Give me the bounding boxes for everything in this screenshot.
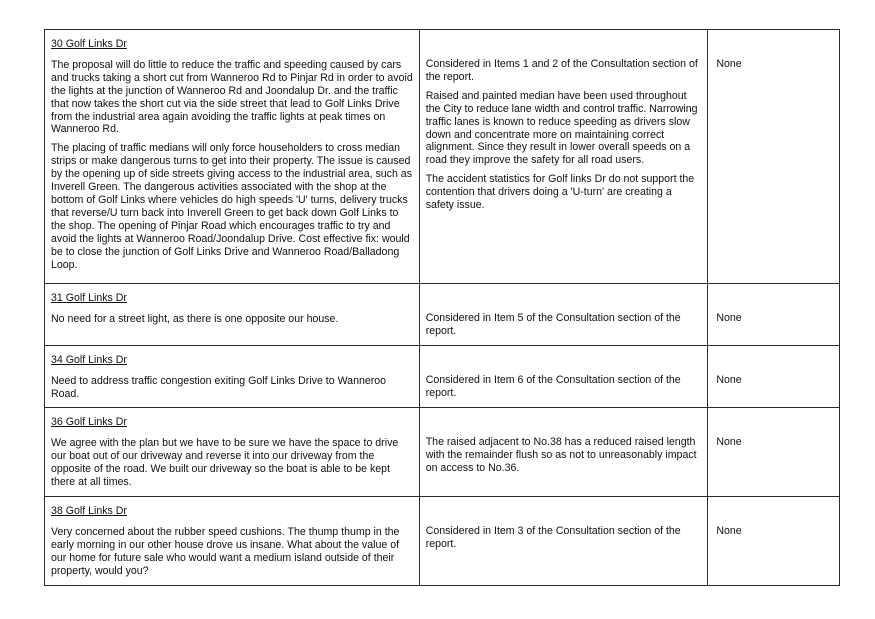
recommendation-text: None — [716, 58, 742, 70]
submitter-address: 30 Golf Links Dr — [51, 38, 127, 50]
table-row — [45, 30, 840, 284]
response-paragraph: The accident statistics for Golf links Dr do not support the contention that drivers doing a 'U-turn' are creating a safety issue. — [425, 173, 695, 212]
recommendation-text: None — [716, 312, 742, 324]
response-cell — [419, 30, 708, 284]
submissions-table — [44, 29, 840, 586]
submitter-address: 36 Golf Links Dr — [51, 416, 127, 428]
submission-paragraph: The proposal will do little to reduce the traffic and speeding caused by cars and trucks taking a short cut from Wanneroo Rd to Pinjar Rd in order to avoid the lights at the junction of Wanneroo Rd and Joondalup Dr. and the traffic that now takes the short cut via the side street that lead to Golf Links Drive from the industrial area again avoiding the traffic lights at peak times on Wanneroo Rd. — [51, 58, 413, 136]
response-paragraph: Raised and painted median have been used throughout the City to reduce lane width and control traffic. Narrowing traffic lanes is known to reduce speeding as drivers slow down and concentrate more on maintaining correct alignment. Since they result in lower overall speeds on a road they improve the safety for all road users. — [425, 89, 698, 167]
submission-paragraph: No need for a street light, as there is one opposite our house. — [51, 312, 339, 325]
response-cell — [419, 497, 708, 586]
recommendation-cell — [708, 497, 840, 586]
recommendation-cell — [708, 346, 840, 408]
response-paragraph: Considered in Item 3 of the Consultation section of the report. — [425, 525, 681, 550]
table-row — [45, 346, 840, 408]
response-paragraph: Considered in Item 6 of the Consultation section of the report. — [425, 374, 681, 399]
submission-cell — [45, 284, 420, 346]
recommendation-cell — [708, 284, 840, 346]
response-cell — [419, 346, 708, 408]
recommendation-cell — [708, 408, 840, 497]
submitter-address: 31 Golf Links Dr — [51, 292, 127, 304]
response-paragraph: Considered in Item 5 of the Consultation section of the report. — [425, 312, 681, 337]
submitter-address: 34 Golf Links Dr — [51, 354, 127, 366]
recommendation-text: None — [716, 436, 742, 448]
submission-cell — [45, 497, 420, 586]
submission-cell — [45, 346, 420, 408]
recommendation-text: None — [716, 525, 742, 537]
response-paragraph: Considered in Items 1 and 2 of the Consultation section of the report. — [425, 58, 698, 83]
recommendation-cell — [708, 30, 840, 284]
submission-paragraph: Very concerned about the rubber speed cushions. The thump thump in the early morning in our other house drove us insane. What about the value of our home for future sale who would want a medium island outside of their property, would you? — [51, 525, 400, 577]
submission-paragraph: Need to address traffic congestion exiting Golf Links Drive to Wanneroo Road. — [51, 374, 387, 400]
submission-paragraph: We agree with the plan but we have to be sure we have the space to drive our boat out of our driveway and reverse it into our driveway from the opposite of the road. We built our driveway so the boat is able to be kept there at all times. — [51, 436, 399, 488]
response-cell — [419, 284, 708, 346]
submission-cell — [45, 30, 420, 284]
submission-cell — [45, 408, 420, 497]
submission-paragraph: The placing of traffic medians will only force householders to cross median strips or make dangerous turns to get into their property. The issue is caused by the opening up of side streets giving access to the industrial area, such as Inverell Green. The dangerous activities associated with the shop at the bottom of Golf Links where vehicles do high speeds 'U' turns, delivery trucks that reverse/U turn back into Inverell Green to get back down Golf Links to the shop. The opening of Pinjar Road which encourages traffic to try and avoid the lights at Wanneroo Road/Joondalup Drive. Cost effective fix: would be to close the junction of Golf Links Drive and Wanneroo Road/Balladong Loop. — [51, 142, 412, 271]
table-row — [45, 408, 840, 497]
table-row — [45, 497, 840, 586]
table-row — [45, 284, 840, 346]
response-cell — [419, 408, 708, 497]
submitter-address: 38 Golf Links Dr — [51, 505, 127, 517]
recommendation-text: None — [716, 374, 742, 386]
response-paragraph: The raised adjacent to No.38 has a reduced raised length with the remainder flush so as not to unreasonably impact on access to No.36. — [425, 436, 697, 474]
